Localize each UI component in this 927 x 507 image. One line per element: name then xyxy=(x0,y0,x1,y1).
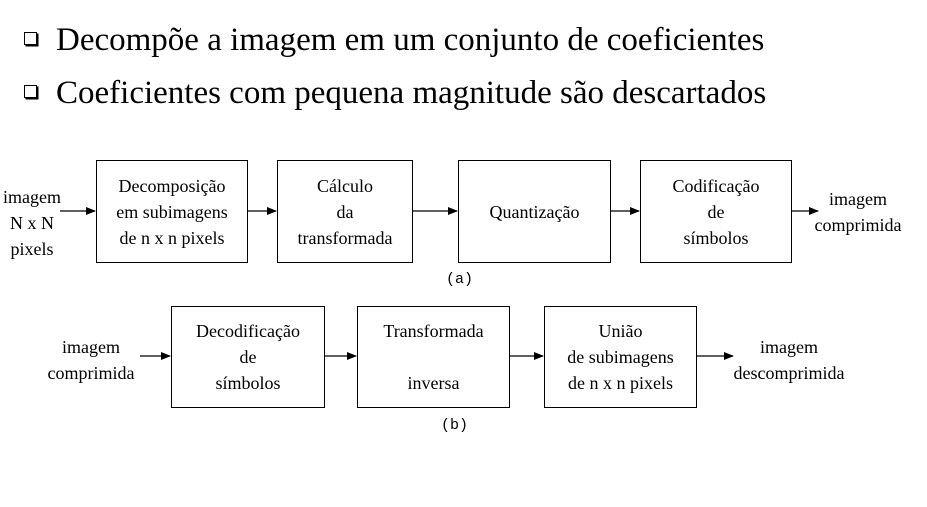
bullet-2-text: Coeficientes com pequena magnitude são descartados xyxy=(56,75,767,111)
diagram-a-box-quantization: Quantização xyxy=(458,160,611,263)
diagram-b-caption: (b) xyxy=(441,417,469,434)
diagram-a-box-decomposition: Decomposição em subimagens de n x n pixels xyxy=(96,160,248,263)
diagram-b-box-inverse-transform: Transformada inversa xyxy=(357,306,510,408)
bullet-1-text: Decompõe a imagem em um conjunto de coeficientes xyxy=(56,22,765,58)
diagram-a-output-label: imagem comprimida xyxy=(814,189,902,235)
diagram-a-caption: (a) xyxy=(446,271,474,288)
diagram-a-input-label: imagem N x N pixels xyxy=(3,187,61,259)
diagram-b-input-label: imagem comprimida xyxy=(47,337,135,383)
diagram-a-box-transform: Cálculo da transformada xyxy=(277,160,413,263)
diagram-a-box-encoding: Codificação de símbolos xyxy=(640,160,792,263)
diagram-b-box-union: União de subimagens de n x n pixels xyxy=(544,306,697,408)
diagram-b-box-decoding: Decodificação de símbolos xyxy=(171,306,325,408)
diagram-b-output-label: imagem descomprimida xyxy=(733,337,845,383)
